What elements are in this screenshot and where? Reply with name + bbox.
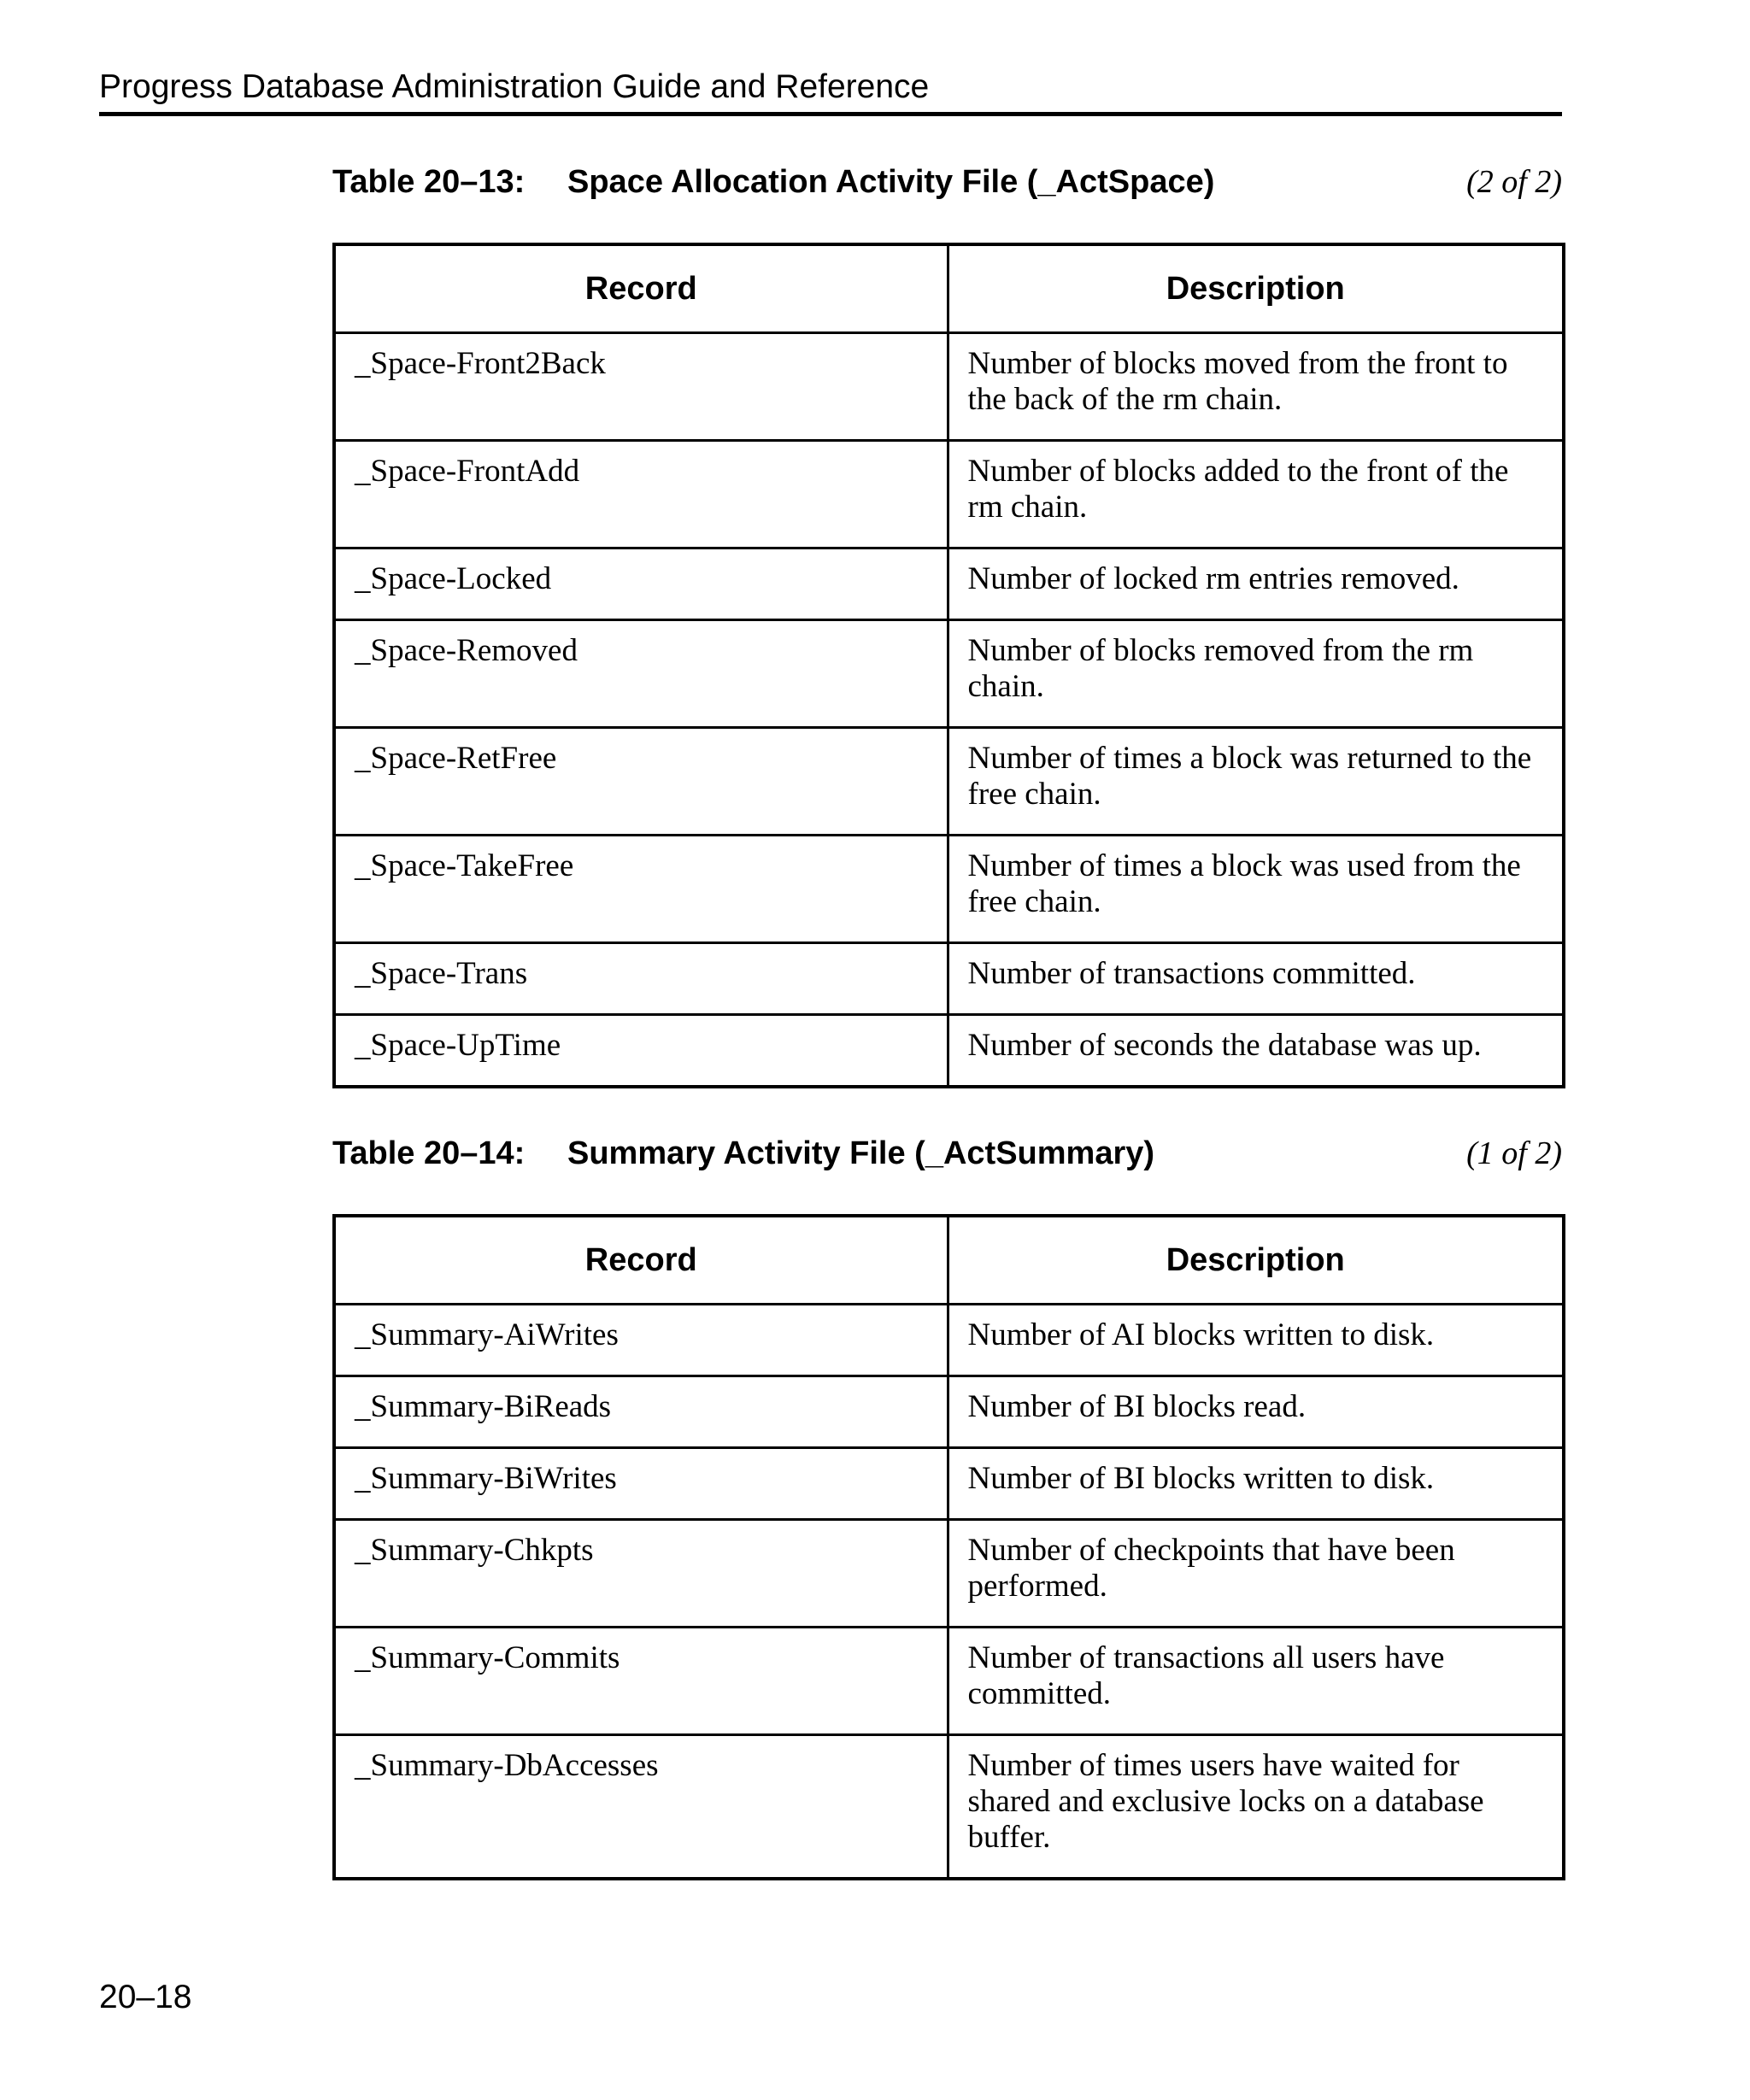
record-cell: _Summary-Chkpts: [334, 1520, 948, 1628]
record-cell: _Space-Locked: [334, 548, 948, 620]
description-cell: Number of BI blocks written to disk.: [948, 1448, 1564, 1520]
description-cell: Number of seconds the database was up.: [948, 1015, 1564, 1087]
table-number: Table 20–14:: [332, 1135, 526, 1171]
summary-activity-table: [332, 1214, 1565, 1880]
record-cell: _Space-FrontAdd: [334, 441, 948, 548]
table-row: [334, 441, 1564, 548]
table-row: [334, 1448, 1564, 1520]
column-header-record: Record: [334, 244, 948, 333]
table-row: [334, 548, 1564, 620]
record-cell: _Space-Removed: [334, 620, 948, 728]
record-cell: _Summary-BiReads: [334, 1376, 948, 1448]
record-cell: _Space-Front2Back: [334, 333, 948, 441]
space-allocation-table: [332, 243, 1565, 1088]
table-row: [334, 1376, 1564, 1448]
header-rule: [99, 112, 1562, 116]
description-cell: Number of blocks removed from the rm chain.: [948, 620, 1564, 728]
table-caption: [332, 161, 1562, 203]
table-part-indicator: (1 of 2): [1466, 1135, 1562, 1171]
record-cell: _Space-RetFree: [334, 728, 948, 836]
page-number: 20–18: [99, 1979, 192, 2015]
table-caption: [332, 1132, 1562, 1175]
column-header-description: Description: [948, 244, 1564, 333]
table-row: [334, 728, 1564, 836]
record-cell: _Space-TakeFree: [334, 836, 948, 943]
description-cell: Number of times users have waited for shared and exclusive locks on a database buffer.: [948, 1735, 1564, 1879]
table-header-row: [334, 244, 1564, 333]
table-row: [334, 333, 1564, 441]
table-row: [334, 836, 1564, 943]
description-cell: Number of times a block was returned to the free chain.: [948, 728, 1564, 836]
table-part-indicator: (2 of 2): [1466, 164, 1562, 200]
column-header-description: Description: [948, 1216, 1564, 1305]
record-cell: _Summary-Commits: [334, 1628, 948, 1735]
table-header-row: [334, 1216, 1564, 1305]
record-cell: _Summary-AiWrites: [334, 1305, 948, 1376]
running-header: Progress Database Administration Guide and Reference: [99, 68, 930, 105]
description-cell: Number of AI blocks written to disk.: [948, 1305, 1564, 1376]
table-row: [334, 1628, 1564, 1735]
description-cell: Number of blocks moved from the front to the back of the rm chain.: [948, 333, 1564, 441]
description-cell: Number of times a block was used from the free chain.: [948, 836, 1564, 943]
record-cell: _Summary-DbAccesses: [334, 1735, 948, 1879]
table-title: Space Allocation Activity File (_ActSpace): [567, 164, 1215, 200]
record-cell: _Space-Trans: [334, 943, 948, 1015]
record-cell: _Summary-BiWrites: [334, 1448, 948, 1520]
table-title: Summary Activity File (_ActSummary): [567, 1135, 1155, 1171]
table-number: Table 20–13:: [332, 164, 526, 200]
record-cell: _Space-UpTime: [334, 1015, 948, 1087]
table-row: [334, 1305, 1564, 1376]
table-row: [334, 943, 1564, 1015]
description-cell: Number of transactions all users have committed.: [948, 1628, 1564, 1735]
table-row: [334, 620, 1564, 728]
table-row: [334, 1520, 1564, 1628]
description-cell: Number of transactions committed.: [948, 943, 1564, 1015]
table-20-13: [332, 161, 1562, 1088]
table-20-14: [332, 1132, 1562, 1880]
table-row: [334, 1015, 1564, 1087]
description-cell: Number of blocks added to the front of the rm chain.: [948, 441, 1564, 548]
table-row: [334, 1735, 1564, 1879]
description-cell: Number of locked rm entries removed.: [948, 548, 1564, 620]
description-cell: Number of checkpoints that have been performed.: [948, 1520, 1564, 1628]
description-cell: Number of BI blocks read.: [948, 1376, 1564, 1448]
column-header-record: Record: [334, 1216, 948, 1305]
